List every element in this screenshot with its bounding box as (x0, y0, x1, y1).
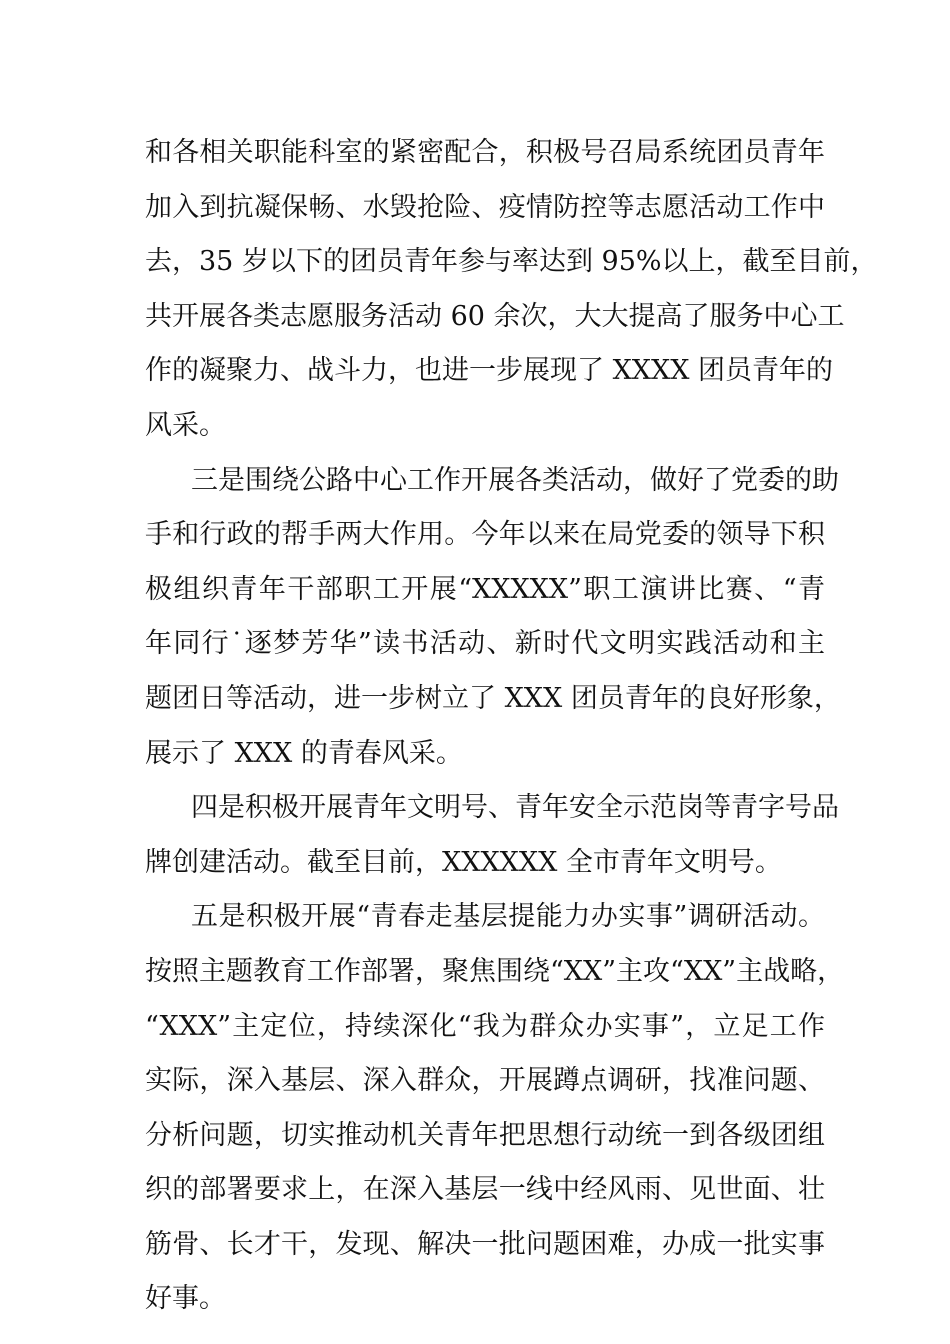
text-line: 筋骨、长才干，发现、解决一批问题困难，办成一批实事 (145, 1228, 825, 1260)
text-line: “XXX”主定位，持续深化“我为群众办实事”，立足工作 (145, 1010, 825, 1042)
text-line: 按照主题教育工作部署，聚焦围绕“XX”主攻“XX”主战略， (145, 955, 845, 987)
text-line: 去，35 岁以下的团员青年参与率达到 95%以上，截至目前， (145, 246, 878, 278)
text-line: 牌创建活动。截至目前，XXXXXX 全市青年文明号。 (145, 846, 782, 878)
text-line: 展示了 XXX 的青春风采。 (145, 737, 463, 769)
text-line: 极组织青年干部职工开展“XXXXX”职工演讲比赛、“青 (145, 573, 825, 605)
text-line: 五是积极开展“青春走基层提能力办实事”调研活动。 (191, 901, 825, 933)
text-line: 四是积极开展青年文明号、青年安全示范岗等青字号品 (191, 792, 839, 824)
text-line: 年同行˙逐梦芳华”读书活动、新时代文明实践活动和主 (145, 628, 825, 660)
text-line: 共开展各类志愿服务活动 60 余次，大大提高了服务中心工 (145, 300, 845, 332)
text-line: 实际，深入基层、深入群众，开展蹲点调研，找准问题、 (145, 1065, 825, 1097)
text-line: 题团日等活动，进一步树立了 XXX 团员青年的良好形象， (145, 682, 841, 714)
text-line: 三是围绕公路中心工作开展各类活动，做好了党委的助 (191, 464, 839, 496)
text-line: 和各相关职能科室的紧密配合，积极号召局系统团员青年 (145, 137, 825, 168)
text-line: 作的凝聚力、战斗力，也进一步展现了 XXXX 团员青年的 (145, 355, 834, 387)
text-line: 好事。 (145, 1283, 226, 1315)
text-line: 织的部署要求上，在深入基层一线中经风雨、见世面、壮 (145, 1174, 825, 1206)
text-line: 风采。 (145, 409, 226, 441)
text-line: 分析问题，切实推动机关青年把思想行动统一到各级团组 (145, 1119, 825, 1151)
text-line: 手和行政的帮手两大作用。今年以来在局党委的领导下积 (145, 519, 825, 551)
body-text (145, 126, 878, 1327)
text-line: 加入到抗凝保畅、水毁抢险、疫情防控等志愿活动工作中 (145, 191, 825, 223)
